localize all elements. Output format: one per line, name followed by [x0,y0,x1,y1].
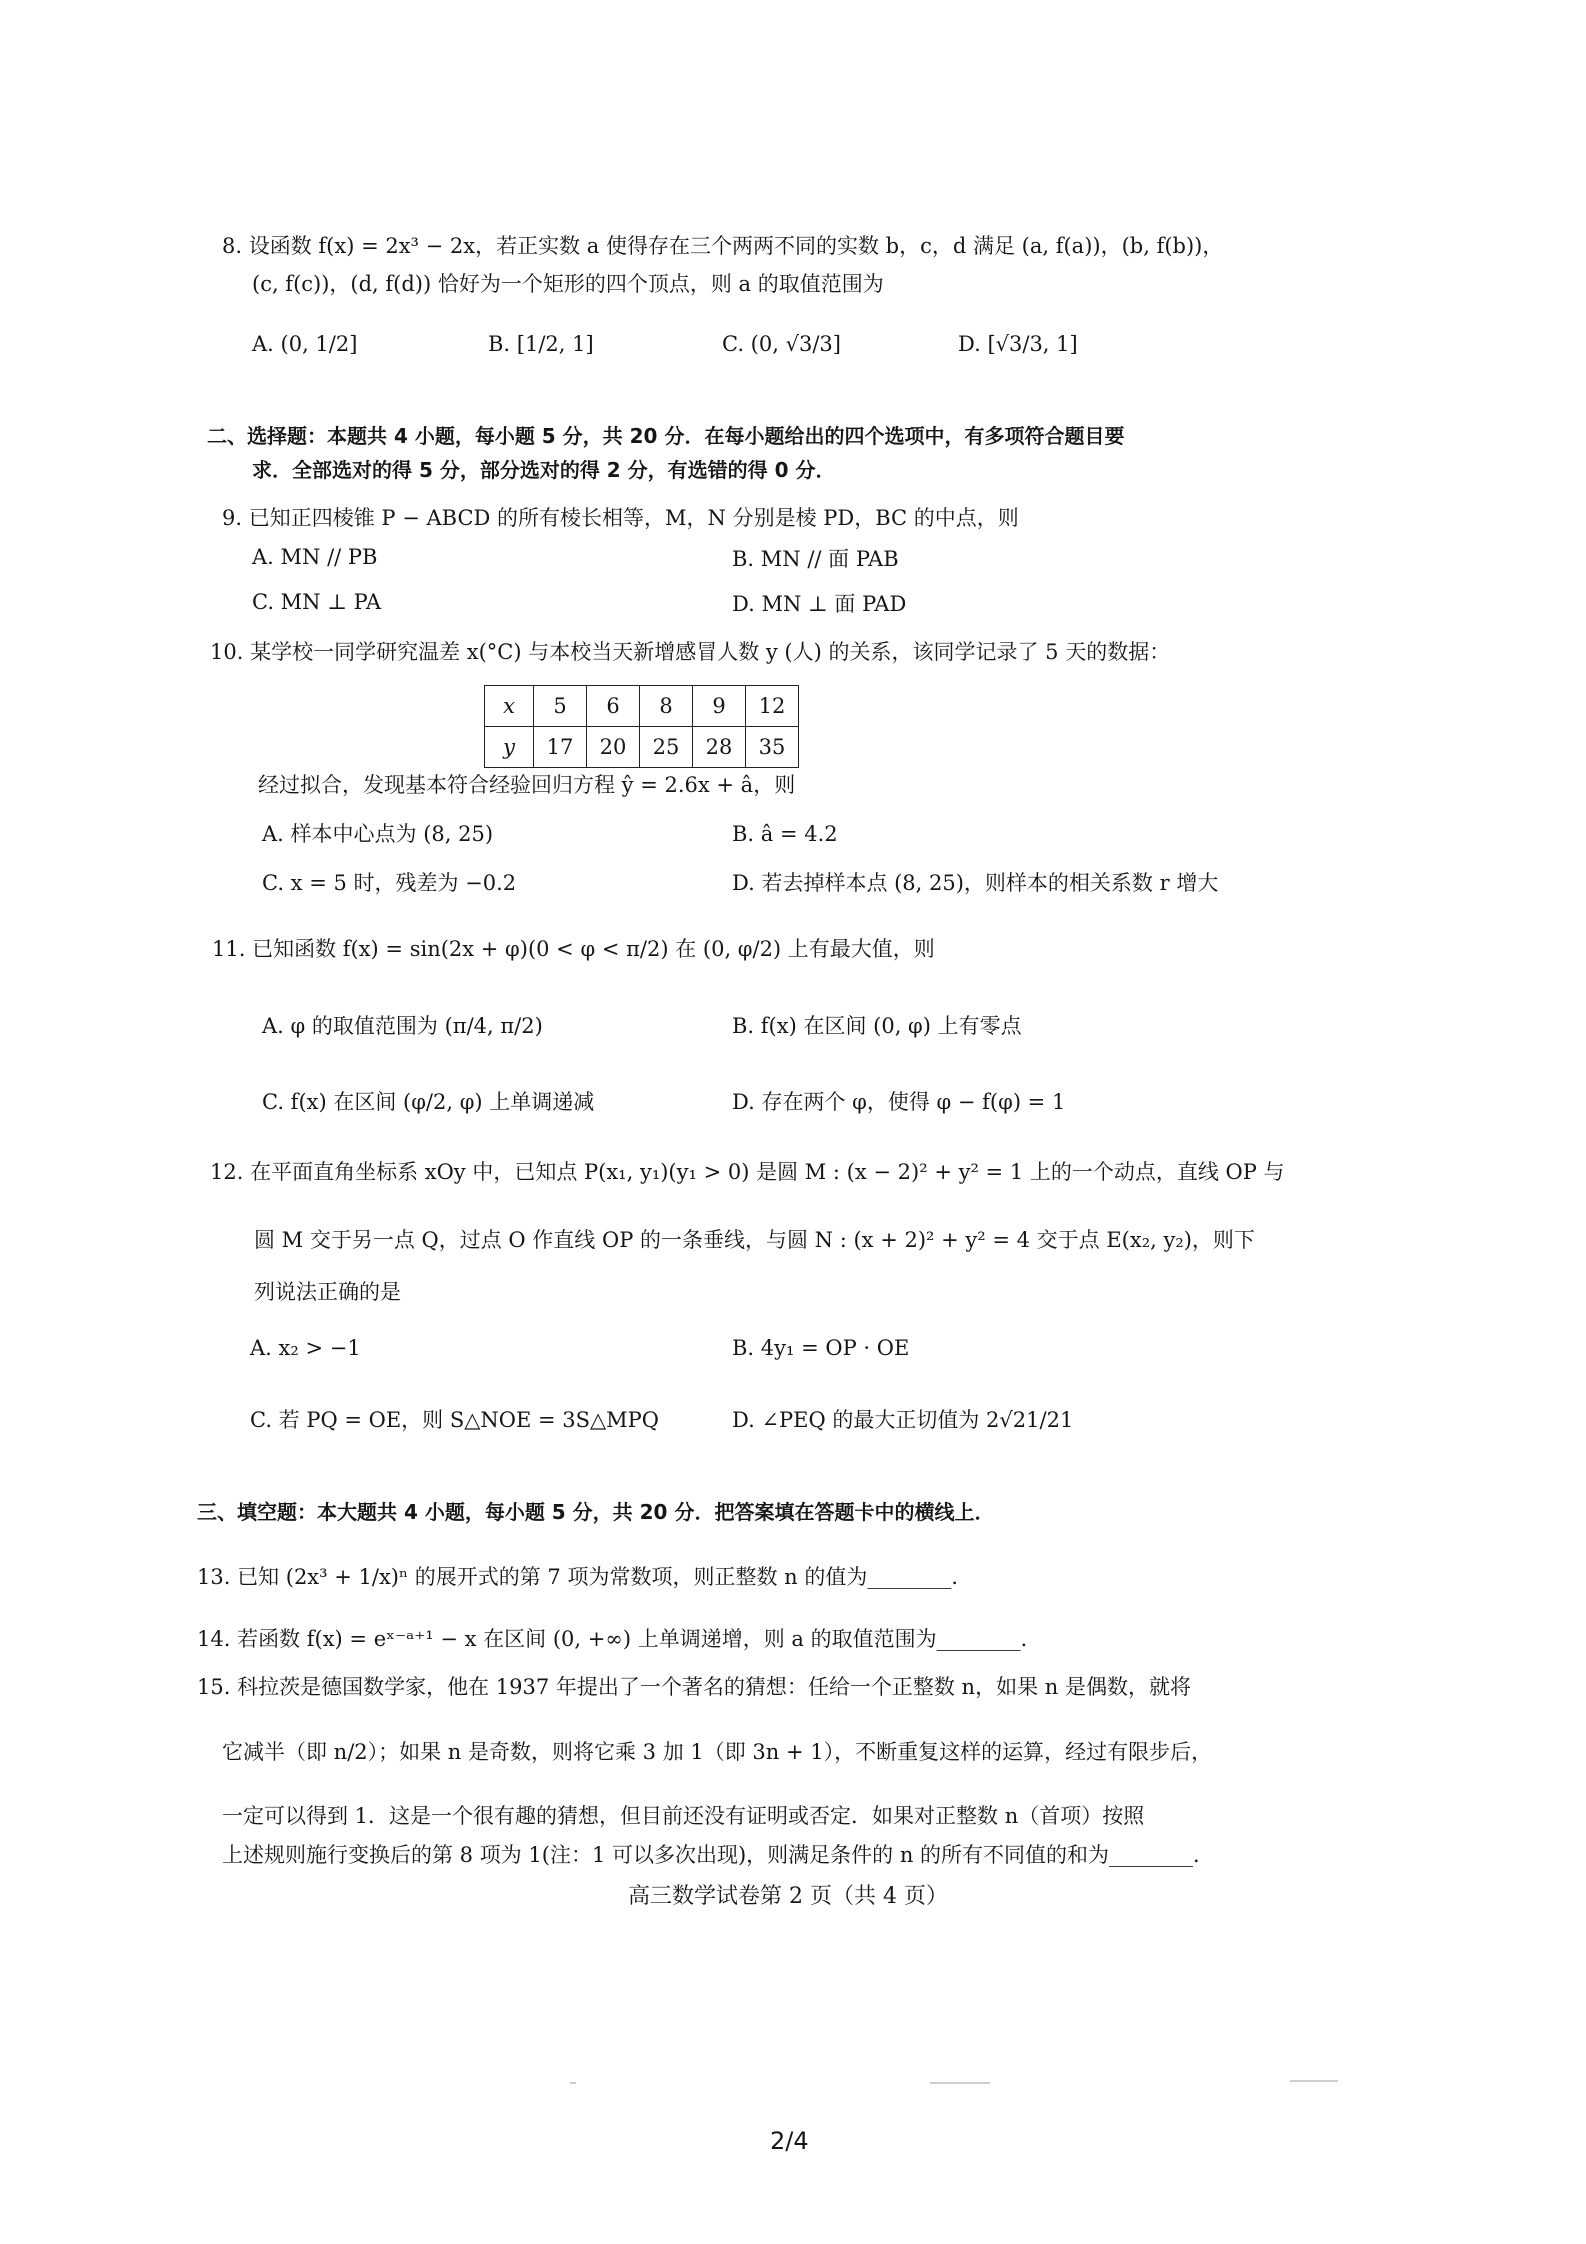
section-3-heading: 三、填空题：本大题共 4 小题，每小题 5 分，共 20 分．把答案填在答题卡中的横线上． [197,1500,995,1524]
q13: 13. 已知 (2x³ + 1/x)ⁿ 的展开式的第 7 项为常数项，则正整数 n 的值为________． [197,1565,973,1589]
q12-option-a: A. x₂ > −1 [250,1336,361,1360]
q9-option-c: C. MN ⊥ PA [252,590,382,614]
table-cell: y [485,727,534,768]
q10-stem: 10. 某学校一同学研究温差 x(°C) 与本校当天新增感冒人数 y (人) 的关系，该同学记录了 5 天的数据： [210,640,1171,664]
q9-option-a: A. MN // PB [252,545,378,569]
q11-option-a: A. φ 的取值范围为 (π/4, π/2) [262,1014,543,1038]
q9-option-d: D. MN ⊥ 面 PAD [732,592,907,616]
q11-option-d: D. 存在两个 φ，使得 φ − f(φ) = 1 [732,1090,1066,1114]
table-cell: 8 [640,686,693,727]
q15-line-3: 一定可以得到 1．这是一个很有趣的猜想，但目前还没有证明或否定．如果对正整数 n（首项）按照 [222,1804,1145,1828]
q11-option-c: C. f(x) 在区间 (φ/2, φ) 上单调递减 [262,1090,595,1114]
table-cell: 9 [693,686,746,727]
q14: 14. 若函数 f(x) = eˣ⁻ᵃ⁺¹ − x 在区间 (0, +∞) 上单调递增，则 a 的取值范围为________． [197,1627,1042,1651]
q8-line-2: (c, f(c))，(d, f(d)) 恰好为一个矩形的四个顶点，则 a 的取值范围为 [252,272,884,296]
table-cell: 28 [693,727,746,768]
table-cell: x [485,686,534,727]
q10-option-b: B. â = 4.2 [732,822,838,846]
q15-line-4: 上述规则施行变换后的第 8 项为 1(注：1 可以多次出现)，则满足条件的 n 的所有不同值的和为________． [222,1843,1215,1867]
scan-speck [570,2082,576,2084]
table-cell: 20 [587,727,640,768]
q9-option-b: B. MN // 面 PAB [732,547,899,571]
section-2-heading-line-2: 求．全部选对的得 5 分，部分选对的得 2 分，有选错的得 0 分． [252,458,836,482]
q15-line-1: 15. 科拉茨是德国数学家，他在 1937 年提出了一个著名的猜想：任给一个正整数 n，如果 n 是偶数，就将 [197,1675,1191,1699]
table-row-x [485,686,799,727]
table-cell: 25 [640,727,693,768]
page-footer: 高三数学试卷第 2 页（共 4 页） [628,1884,948,1909]
q12-option-c: C. 若 PQ = OE，则 S△NOE = 3S△MPQ [250,1408,660,1432]
table-cell: 5 [534,686,587,727]
table-row-y [485,727,799,768]
q12-option-b: B. 4y₁ = OP · OE [732,1336,910,1360]
q10-option-c: C. x = 5 时，残差为 −0.2 [262,871,517,895]
table-cell: 35 [746,727,799,768]
q11-option-b: B. f(x) 在区间 (0, φ) 上有零点 [732,1014,1022,1038]
q8-option-d: D. [√3/3, 1] [958,332,1078,356]
q9-stem: 9. 已知正四棱锥 P − ABCD 的所有棱长相等，M，N 分别是棱 PD，BC 的中点，则 [222,506,1019,530]
q12-line-1: 12. 在平面直角坐标系 xOy 中，已知点 P(x₁, y₁)(y₁ > 0) 是圆 M : (x − 2)² + y² = 1 上的一个动点，直线 OP 与 [210,1160,1285,1184]
q12-line-2: 圆 M 交于另一点 Q，过点 O 作直线 OP 的一条垂线，与圆 N : (x + 2)² + y² = 4 交于点 E(x₂, y₂)，则下 [254,1228,1255,1252]
q10-regression-text: 经过拟合，发现基本符合经验回归方程 ŷ = 2.6x + â，则 [258,773,796,797]
q8-option-a: A. (0, 1/2] [252,332,358,356]
q8-option-b: B. [1/2, 1] [488,332,594,356]
q12-option-d: D. ∠PEQ 的最大正切值为 2√21/21 [732,1408,1074,1432]
q11-stem: 11. 已知函数 f(x) = sin(2x + φ)(0 < φ < π/2) 在 (0, φ/2) 上有最大值，则 [212,937,935,961]
section-2-heading-line-1: 二、选择题：本题共 4 小题，每小题 5 分，共 20 分．在每小题给出的四个选项中，有多项符合题目要 [207,424,1125,448]
q8-line-1: 8. 设函数 f(x) = 2x³ − 2x，若正实数 a 使得存在三个两两不同的实数 b，c，d 满足 (a, f(a))，(b, f(b))， [222,234,1224,258]
table-cell: 12 [746,686,799,727]
scan-speck [1290,2080,1338,2082]
table-cell: 17 [534,727,587,768]
page-indicator: 2/4 [770,2127,809,2155]
q12-line-3: 列说法正确的是 [254,1280,401,1304]
q15-line-2: 它减半（即 n/2）；如果 n 是奇数，则将它乘 3 加 1（即 3n + 1），不断重复这样的运算，经过有限步后， [222,1740,1213,1764]
q10-option-a: A. 样本中心点为 (8, 25) [262,822,494,846]
table-cell: 6 [587,686,640,727]
q10-option-d: D. 若去掉样本点 (8, 25)，则样本的相关系数 r 增大 [732,871,1219,895]
scan-speck [930,2082,990,2084]
q8-option-c: C. (0, √3/3] [722,332,841,356]
q10-data-table [484,685,799,768]
